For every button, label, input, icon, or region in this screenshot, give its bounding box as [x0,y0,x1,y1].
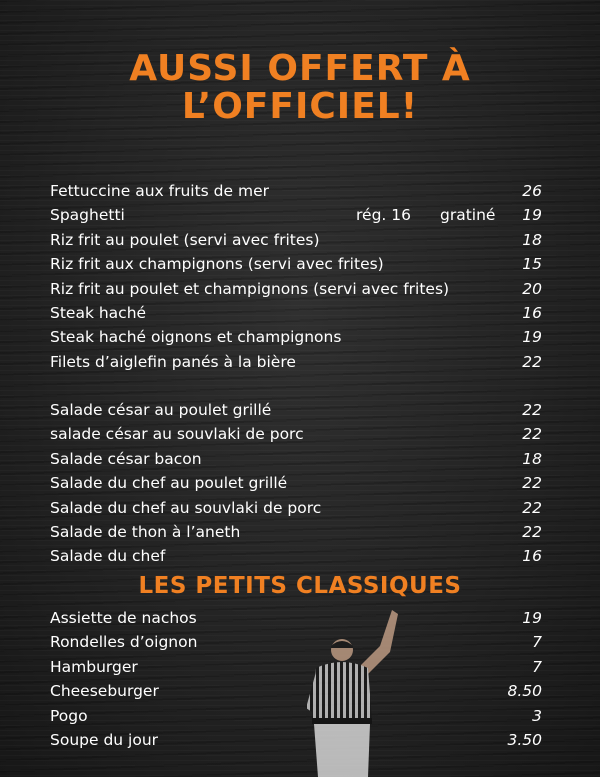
list-item [50,447,542,471]
list-item [50,228,542,252]
item-price: 16 [522,303,542,322]
list-item [50,179,542,203]
list-item [50,277,542,301]
title-line-1: AUSSI OFFERT À [129,48,471,89]
list-item [50,398,542,422]
item-name: Salade du chef au souvlaki de porc [50,498,322,517]
item-name: Riz frit au poulet et champignons (servi avec frites) [50,279,450,298]
item-name: Cheeseburger [50,682,159,701]
list-item [50,203,542,227]
list-item [50,422,542,446]
item-price: 22 [522,425,542,444]
item-name: Steak haché [50,303,147,322]
item-name: Hamburger [50,657,138,676]
list-item [50,630,542,654]
item-name: Rondelles d’oignon [50,633,198,652]
item-price: 22 [522,352,542,371]
item-option-gratine: gratiné [440,206,496,225]
item-name: Soupe du jour [50,730,159,749]
item-price: 18 [522,449,542,468]
list-item [50,520,542,544]
section-title-classics: LES PETITS CLASSIQUES [138,573,462,599]
main-dishes-list [50,179,542,374]
item-price: 22 [522,498,542,517]
item-name: Steak haché oignons et champignons [50,328,342,347]
list-item [50,301,542,325]
item-price: 19 [522,206,542,225]
list-item [50,252,542,276]
list-item [50,496,542,520]
page-title [0,50,600,126]
item-name: Salade césar bacon [50,449,202,468]
item-price: 22 [522,474,542,493]
item-price: 26 [522,182,542,200]
item-price: 7 [532,657,542,676]
list-item [50,655,542,679]
item-name: Salade césar au poulet grillé [50,401,272,419]
list-item [50,350,542,374]
item-price: 22 [522,522,542,541]
item-name: Filets d’aiglefin panés à la bière [50,352,296,371]
item-name: Salade du chef [50,547,166,566]
item-name: Salade de thon à l’aneth [50,522,241,541]
list-item [50,325,542,349]
item-price: 15 [522,255,542,274]
item-name: Riz frit aux champignons (servi avec frites) [50,255,384,274]
list-item [50,704,542,728]
item-name: Assiette de nachos [50,609,197,627]
item-name: Fettuccine aux fruits de mer [50,182,269,200]
item-price: 19 [522,328,542,347]
item-option-regular: rég. 16 [356,206,411,225]
item-price: 20 [522,279,542,298]
list-item [50,544,542,568]
classics-list [50,606,542,752]
item-name: salade césar au souvlaki de porc [50,425,304,444]
item-price: 22 [522,401,542,419]
list-item [50,679,542,703]
item-price: 7 [532,633,542,652]
item-price: 16 [522,547,542,566]
salads-list [50,398,542,569]
title-line-2: L’OFFICIEL! [181,86,419,127]
list-item [50,606,542,630]
item-price: 18 [522,230,542,249]
item-price: 3 [532,706,542,725]
list-item [50,728,542,752]
item-name: Spaghetti [50,206,125,225]
item-name: Riz frit au poulet (servi avec frites) [50,230,320,249]
list-item [50,471,542,495]
item-price: 3.50 [507,730,542,749]
item-price: 8.50 [507,682,542,701]
item-price: 19 [522,609,542,627]
item-name: Salade du chef au poulet grillé [50,474,288,493]
item-name: Pogo [50,706,88,725]
